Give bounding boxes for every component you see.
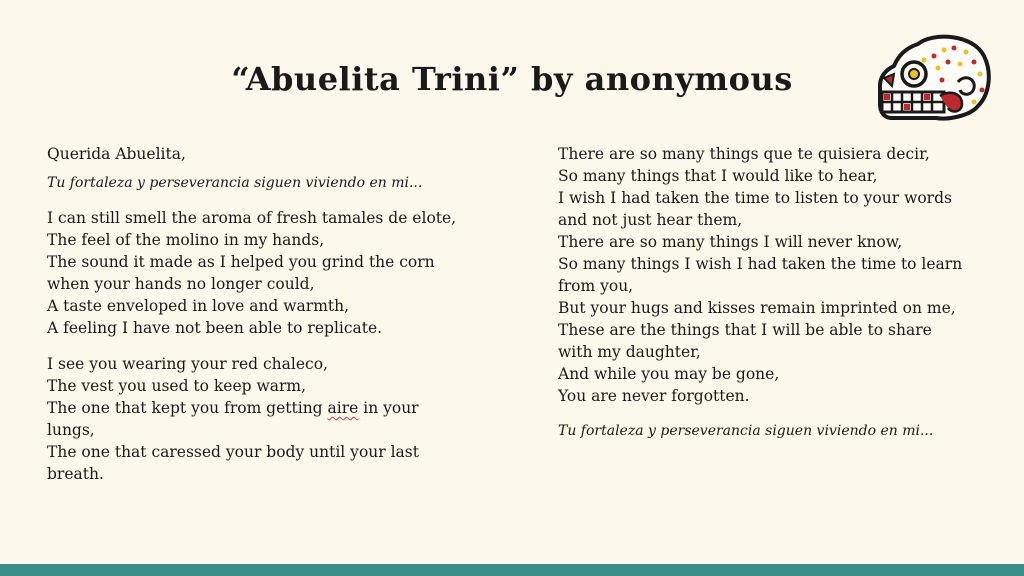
poem-line: A feeling I have not been able to replicate. (47, 319, 383, 337)
poem-line: But your hugs and kisses remain imprinted on me, (558, 299, 956, 317)
poem-text: in your (358, 399, 419, 417)
poem-line: lungs, (47, 421, 95, 439)
sugar-skull-icon (878, 34, 992, 124)
spellcheck-word: aire (327, 399, 359, 417)
poem-line: You are never forgotten. (558, 387, 750, 405)
poem-line: when your hands no longer could, (47, 275, 315, 293)
poem-line: breath. (47, 465, 104, 483)
poem-line: A taste enveloped in love and warmth, (47, 297, 350, 315)
poem-line: I see you wearing your red chaleco, (47, 355, 328, 373)
poem-line: from you, (558, 277, 634, 295)
poem-line: The one that caressed your body until your last (47, 443, 419, 461)
poem-line: The sound it made as I helped you grind the corn (47, 253, 435, 271)
poem-line: I can still smell the aroma of fresh tamales de elote, (47, 209, 457, 227)
refrain-left: Tu fortaleza y perseverancia siguen viviendo en mi... (47, 175, 423, 191)
poem-line: There are so many things que te quisiera decir, (558, 145, 930, 163)
poem-text: The one that kept you from getting (47, 399, 328, 417)
bottom-accent-bar (0, 564, 1024, 576)
poem-line: The feel of the molino in my hands, (47, 231, 325, 249)
poem-line: So many things that I would like to hear, (558, 167, 878, 185)
refrain-right: Tu fortaleza y perseverancia siguen viviendo en mi... (558, 423, 934, 439)
poem-line: The vest you used to keep warm, (47, 377, 307, 395)
poem-line: There are so many things I will never know, (558, 233, 903, 251)
poem-line-aire (47, 397, 517, 419)
poem-line: So many things I wish I had taken the time to learn (558, 255, 963, 273)
poem-line: and not just hear them, (558, 211, 743, 229)
poem-line: I wish I had taken the time to listen to your words (558, 189, 952, 207)
salutation: Querida Abuelita, (47, 145, 186, 163)
poem-left-column (47, 143, 517, 485)
page-title: “Abuelita Trini” by anonymous (231, 60, 793, 98)
poem-line: These are the things that I will be able to share (558, 321, 932, 339)
poem-right-column (558, 143, 988, 441)
poem-line: with my daughter, (558, 343, 701, 361)
poem-line: And while you may be gone, (558, 365, 780, 383)
